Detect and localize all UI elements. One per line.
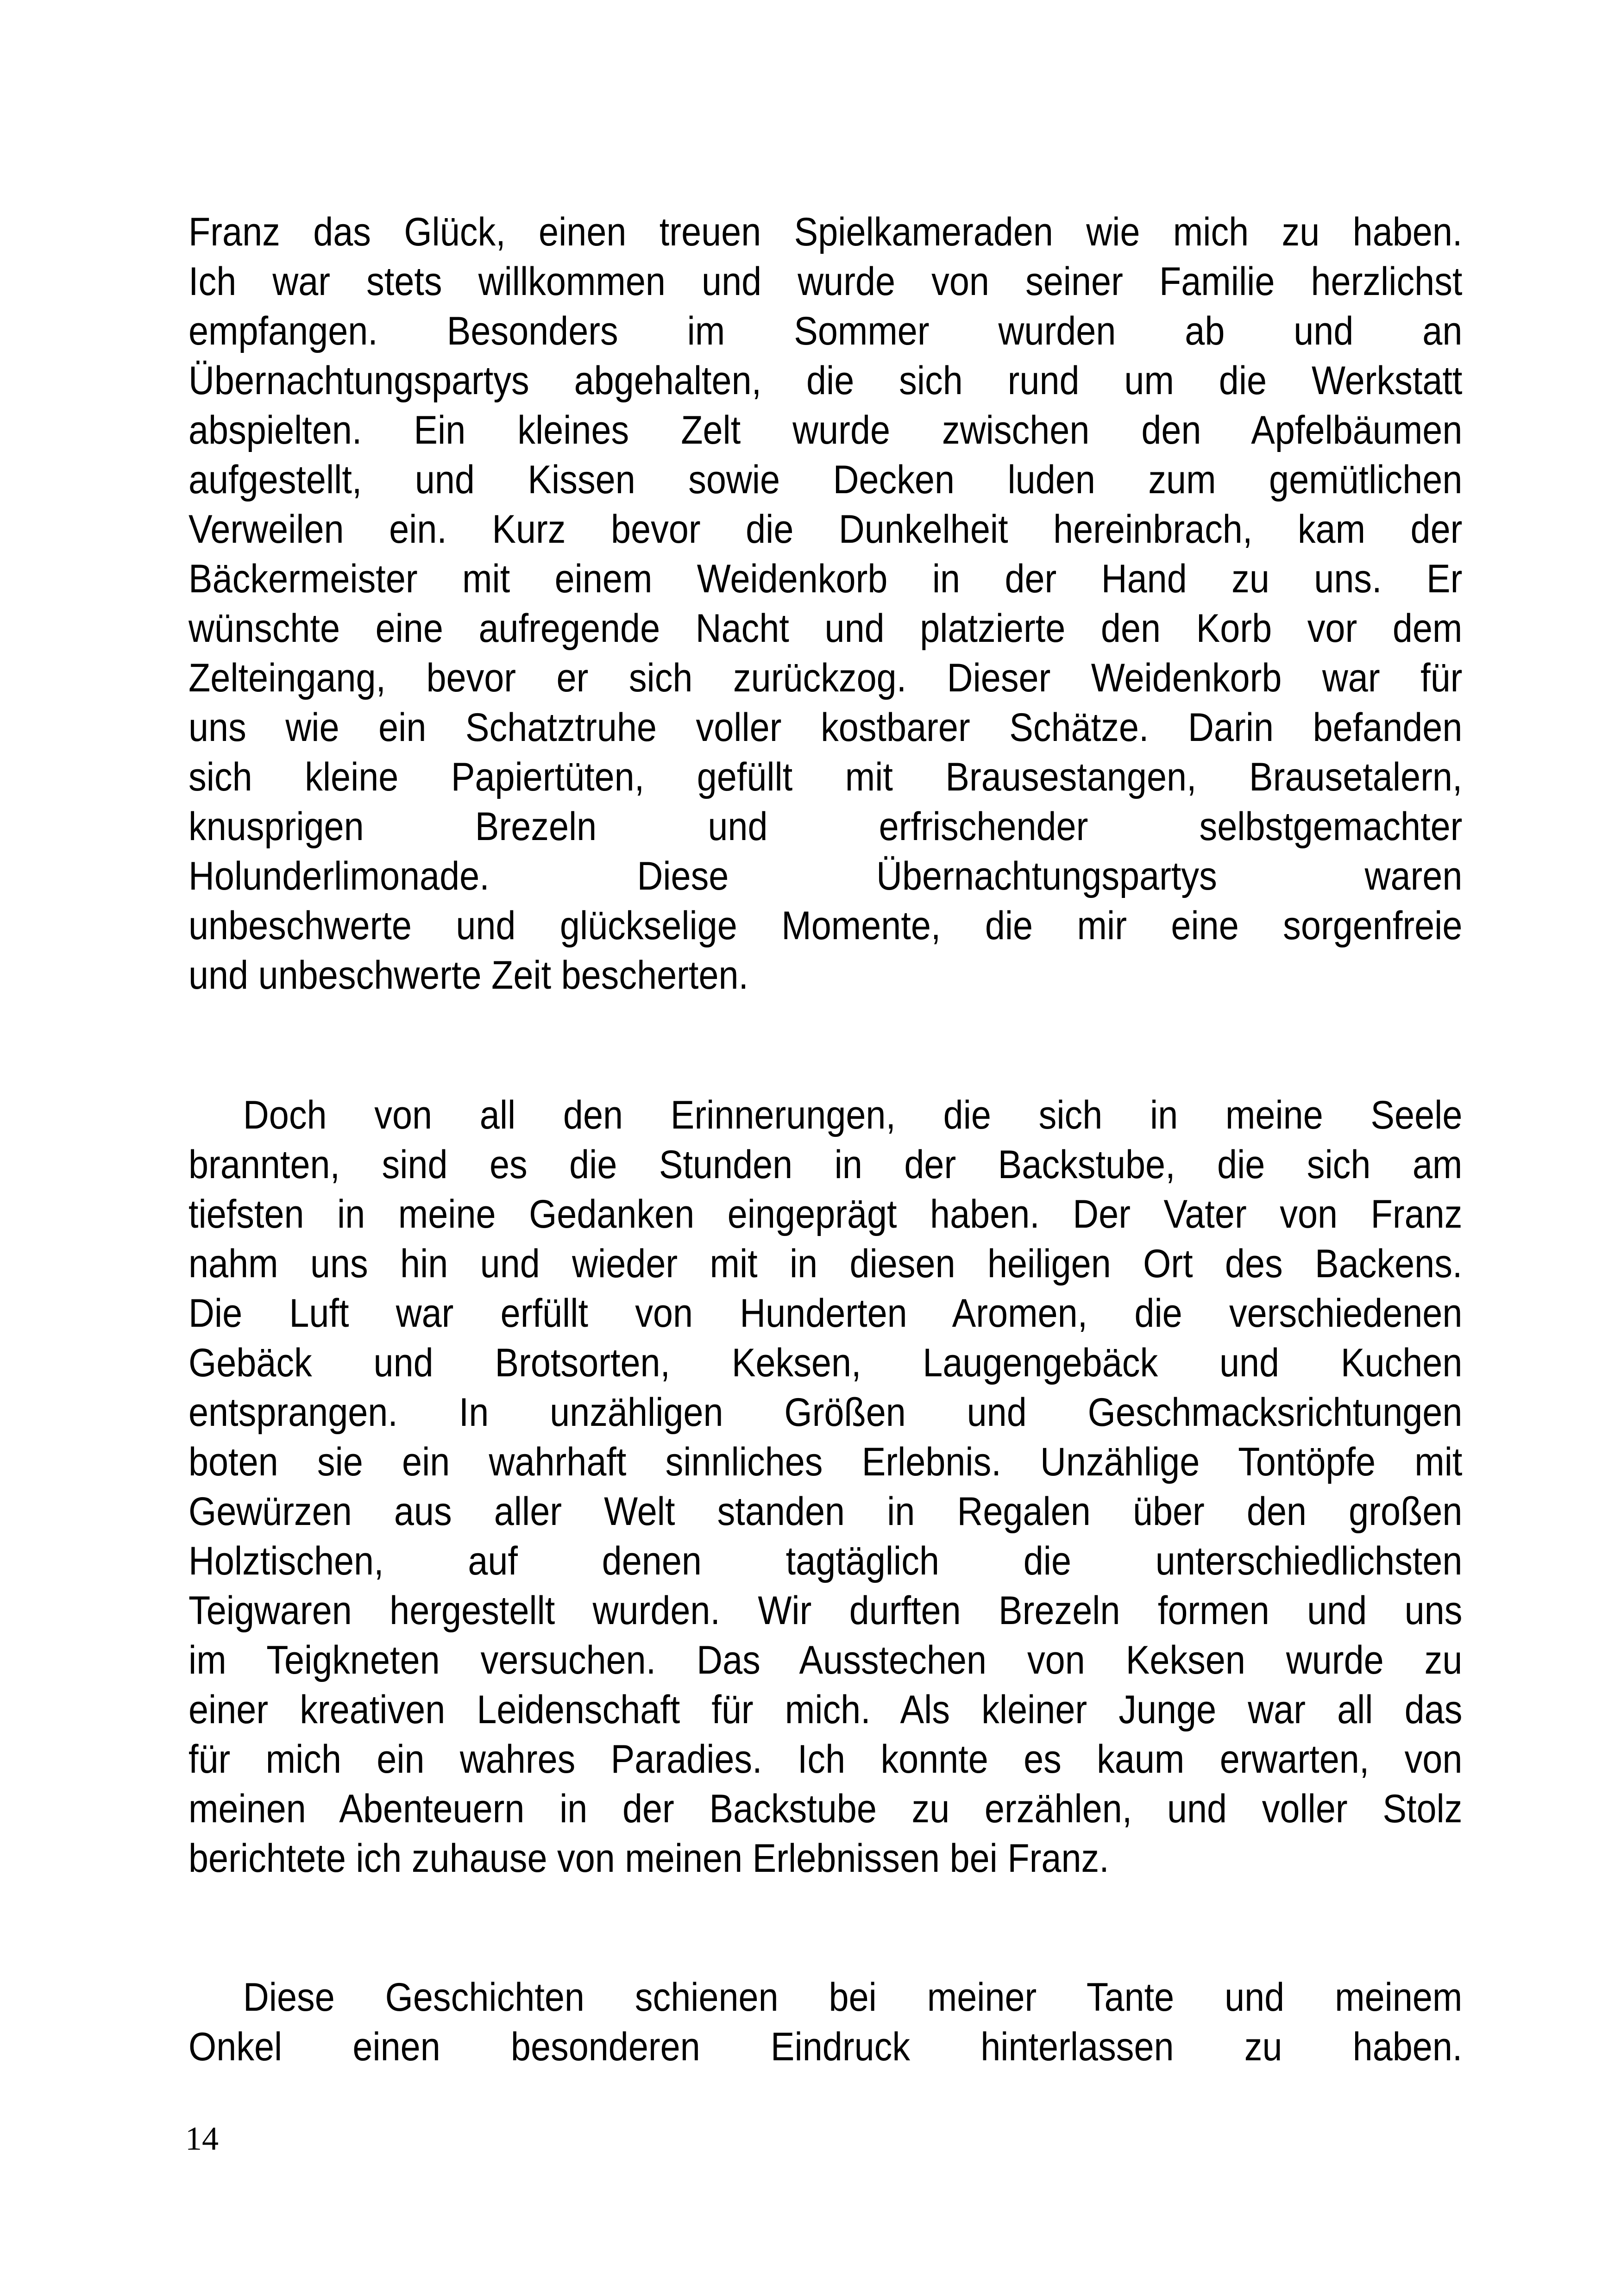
paragraph-1 bbox=[188, 207, 1462, 1000]
text-line: Die Luft war erfüllt von Hunderten Aromen, die verschiedenen bbox=[188, 1291, 1463, 1336]
text-line: Ich war stets willkommen und wurde von seiner Familie herzlichst bbox=[188, 259, 1463, 304]
text-line: Gewürzen aus aller Welt standen in Regalen über den großen bbox=[188, 1489, 1463, 1534]
page-number: 14 bbox=[185, 2120, 219, 2157]
text-line: Bäckermeister mit einem Weidenkorb in der Hand zu uns. Er bbox=[188, 557, 1463, 601]
text-line: entsprangen. In unzähligen Größen und Geschmacksrichtungen bbox=[188, 1390, 1463, 1435]
text-line: wünschte eine aufregende Nacht und platzierte den Korb vor dem bbox=[188, 606, 1463, 651]
text-line: Teigwaren hergestellt wurden. Wir durften Brezeln formen und uns bbox=[188, 1588, 1463, 1633]
text-line: im Teigkneten versuchen. Das Ausstechen von Keksen wurde zu bbox=[188, 1638, 1463, 1682]
text-line: aufgestellt, und Kissen sowie Decken luden zum gemütlichen bbox=[188, 458, 1463, 502]
text-line: meinen Abenteuern in der Backstube zu erzählen, und voller Stolz bbox=[188, 1787, 1463, 1831]
text-line: einer kreativen Leidenschaft für mich. Als kleiner Junge war all das bbox=[188, 1687, 1463, 1732]
text-line: boten sie ein wahrhaft sinnliches Erlebnis. Unzählige Tontöpfe mit bbox=[188, 1440, 1463, 1484]
text-line: Übernachtungspartys abgehalten, die sich rund um die Werkstatt bbox=[188, 358, 1463, 403]
text-line: Gebäck und Brotsorten, Keksen, Laugengebäck und Kuchen bbox=[188, 1341, 1463, 1385]
text-line: nahm uns hin und wieder mit in diesen heiligen Ort des Backens. bbox=[188, 1242, 1463, 1286]
text-line: Onkel einen besonderen Eindruck hinterlassen zu haben. bbox=[188, 2025, 1463, 2069]
text-line: tiefsten in meine Gedanken eingeprägt haben. Der Vater von Franz bbox=[188, 1192, 1463, 1236]
text-line: uns wie ein Schatztruhe voller kostbarer Schätze. Darin befanden bbox=[188, 705, 1463, 750]
paragraph-3 bbox=[188, 1973, 1462, 2072]
text-line: abspielten. Ein kleines Zelt wurde zwischen den Apfelbäumen bbox=[188, 408, 1463, 452]
text-line: knusprigen Brezeln und erfrischender selbstgemachter bbox=[188, 804, 1463, 849]
text-line: für mich ein wahres Paradies. Ich konnte es kaum erwarten, von bbox=[188, 1737, 1463, 1782]
text-line: Holunderlimonade. Diese Übernachtungspartys waren bbox=[188, 854, 1463, 898]
text-line: brannten, sind es die Stunden in der Backstube, die sich am bbox=[188, 1142, 1463, 1187]
text-line: empfangen. Besonders im Sommer wurden ab und an bbox=[188, 309, 1463, 353]
text-line: Franz das Glück, einen treuen Spielkameraden wie mich zu haben. bbox=[188, 210, 1463, 254]
text-line: Holztischen, auf denen tagtäglich die unterschiedlichsten bbox=[188, 1539, 1463, 1583]
text-line: unbeschwerte und glückselige Momente, die mir eine sorgenfreie bbox=[188, 903, 1463, 948]
paragraph-2 bbox=[188, 1091, 1462, 1883]
text-line: und unbeschwerte Zeit bescherten. bbox=[188, 953, 749, 997]
text-line: Doch von all den Erinnerungen, die sich in meine Seele bbox=[243, 1093, 1463, 1137]
text-line: Diese Geschichten schienen bei meiner Tante und meinem bbox=[243, 1975, 1463, 2020]
text-line: Zelteingang, bevor er sich zurückzog. Dieser Weidenkorb war für bbox=[188, 656, 1463, 700]
text-line: berichtete ich zuhause von meinen Erlebnissen bei Franz. bbox=[188, 1836, 1109, 1881]
text-line: Verweilen ein. Kurz bevor die Dunkelheit hereinbrach, kam der bbox=[188, 507, 1463, 552]
text-line: sich kleine Papiertüten, gefüllt mit Brausestangen, Brausetalern, bbox=[188, 755, 1463, 799]
